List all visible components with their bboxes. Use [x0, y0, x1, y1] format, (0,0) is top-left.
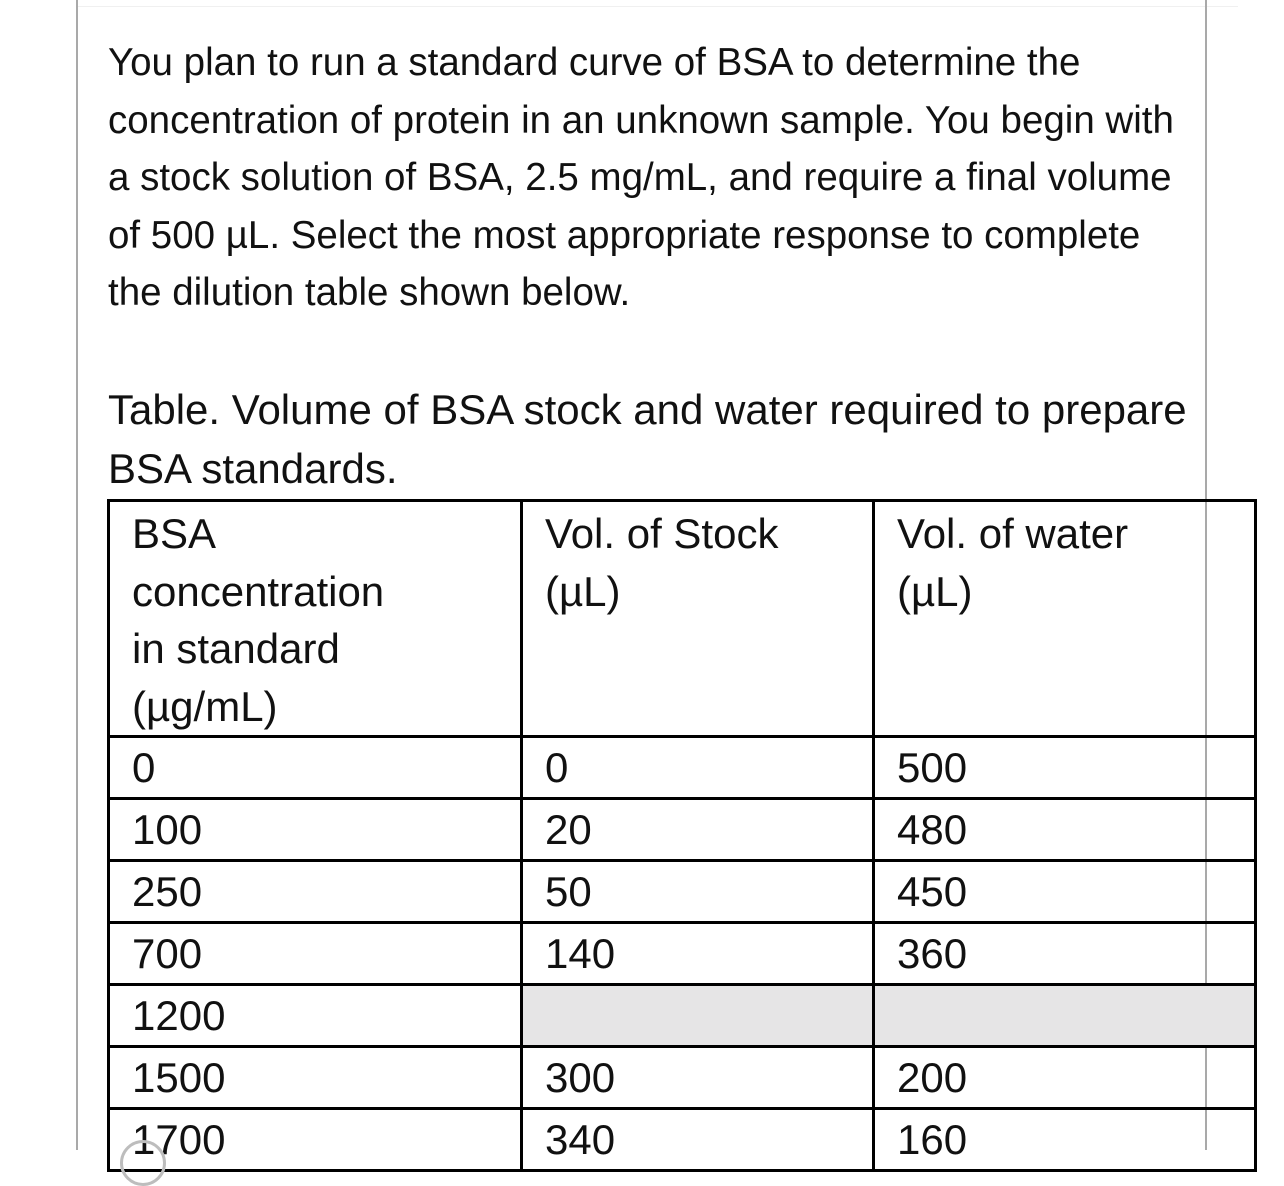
table-header-row [109, 501, 1256, 737]
table-row [109, 861, 1256, 923]
cell-vol-stock: 50 [522, 861, 874, 923]
header-text: (µL) [897, 567, 973, 615]
cell-concentration: 1700 [109, 1109, 522, 1171]
table-row [109, 1047, 1256, 1109]
table-row-missing [109, 985, 1256, 1047]
question-text: You plan to run a standard curve of BSA to determine the concentration of protein in an unknown sample. You begin with a stock solution of BSA, 2.5 mg/mL, and require a final volume of 500 µL. Select the most appropriate response to complete the dilution table shown below. [108, 41, 1174, 314]
cell-concentration: 250 [109, 861, 522, 923]
header-text: (µL) [545, 567, 621, 615]
cell-vol-water: 160 [874, 1109, 1256, 1171]
cell-vol-stock-blank [522, 985, 874, 1047]
header-text: in standard [132, 625, 340, 672]
header-text: Vol. of water [897, 510, 1129, 557]
cell-concentration: 1200 [109, 985, 522, 1047]
cell-vol-water-blank [874, 985, 1256, 1047]
cell-vol-water: 360 [874, 923, 1256, 985]
cell-vol-water: 480 [874, 799, 1256, 861]
table-row [109, 1109, 1256, 1171]
radio-option[interactable] [120, 1140, 166, 1186]
table-caption: Table. Volume of BSA stock and water required to prepare BSA standards. [108, 386, 1187, 492]
cell-concentration: 0 [109, 737, 522, 799]
header-text: (µg/mL) [132, 682, 278, 730]
cell-vol-stock: 300 [522, 1047, 874, 1109]
header-vol-stock [522, 501, 874, 737]
cell-concentration: 700 [109, 923, 522, 985]
cell-vol-stock: 20 [522, 799, 874, 861]
cell-vol-stock: 0 [522, 737, 874, 799]
header-text: Vol. of Stock [545, 510, 779, 557]
header-bsa-concentration [109, 501, 522, 737]
header-text: concentration [132, 567, 385, 615]
cell-vol-stock: 340 [522, 1109, 874, 1171]
cell-vol-water: 450 [874, 861, 1256, 923]
table-row [109, 737, 1256, 799]
cell-concentration: 100 [109, 799, 522, 861]
dilution-table [107, 499, 1257, 1172]
table-row [109, 923, 1256, 985]
cell-vol-water: 500 [874, 737, 1256, 799]
header-vol-water [874, 501, 1256, 737]
table-row [109, 799, 1256, 861]
cell-vol-water: 200 [874, 1047, 1256, 1109]
header-text: BSA [132, 510, 217, 557]
cell-vol-stock: 140 [522, 923, 874, 985]
cell-concentration: 1500 [109, 1047, 522, 1109]
